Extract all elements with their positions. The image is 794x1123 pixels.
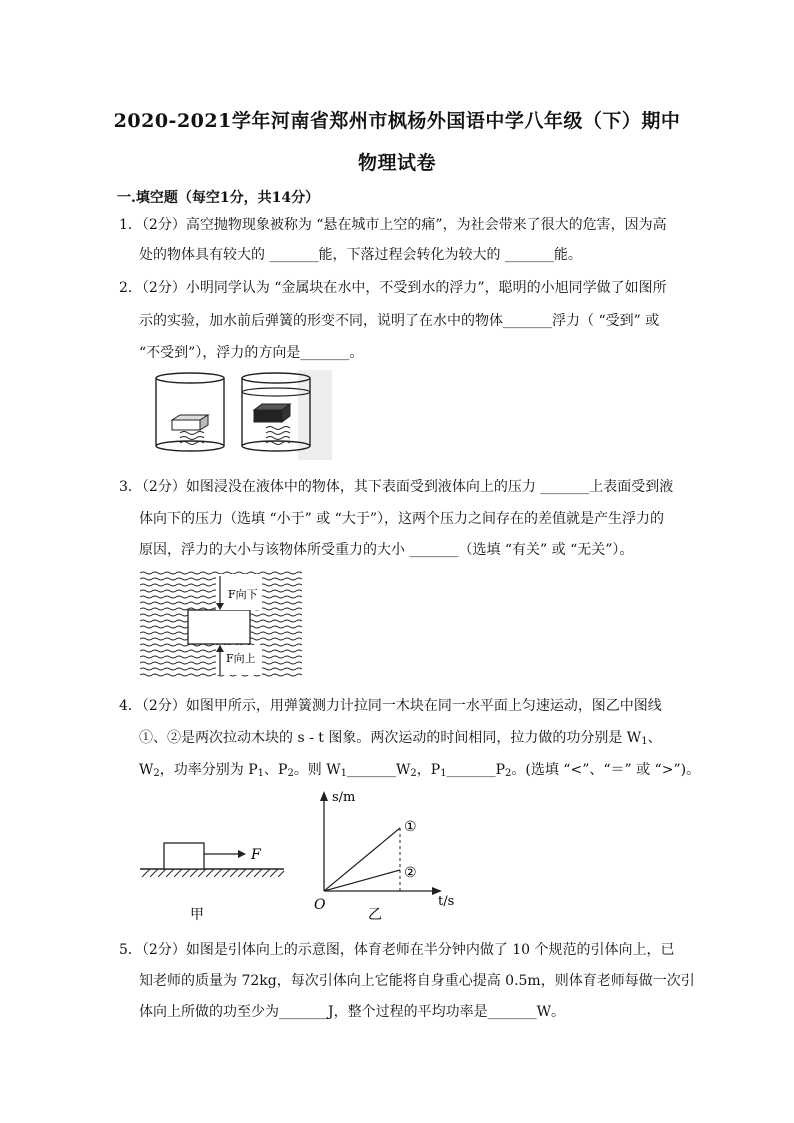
caption-jia: 甲 [190,907,204,923]
beaker-spring-figure [150,370,332,460]
series-line-2 [324,870,400,891]
q4-line1: 4．（2分）如图甲所示，用弹簧测力计拉同一木块在同一水平面上匀速运动，图乙中图线 [119,698,662,714]
immersed-object-figure [140,570,302,678]
force-up-label: F向上 [226,652,256,665]
line2-label: ② [404,865,417,881]
q2-line3: “不受到”），浮力的方向是_______。 [139,345,364,361]
q3-line1: 3．（2分）如图浸没在液体中的物体，其下表面受到液体向上的压力 _______上表面受到液 [119,479,674,495]
q5-line2: 知老师的质量为 72kg，每次引体向上它能将自身重心提高 0.5m，则体育老师每做一次引 [139,973,695,989]
q1-line1: 1．（2分）高空抛物现象被称为 “悬在城市上空的痛”，为社会带来了很大的危害，因为高 [119,217,667,233]
q3-line2: 体向下的压力（选填 “小于” 或 “大于”），这两个压力之间存在的差值就是产生浮力的 [139,511,664,527]
q5-line3: 体向上所做的功至少为_______J，整个过程的平均功率是_______W。 [139,1004,566,1020]
line1-label: ① [404,819,417,835]
y-axis-label: s/m [332,790,356,805]
q1-line2: 处的物体具有较大的 _______能，下落过程会转化为较大的 _______能。 [139,247,582,263]
q4-line3: $W_2$，功率分别为 $P_1$、$P_2$。则 $W_1\_\_\_\_\_\_\_W_2$，$P_1\_\_\_\_\_\_\_P_2$。(选填 “<”、“＝” 或 “>”)。 [139,762,701,779]
exam-title-line2: 物理试卷 [357,152,436,174]
q4-line2: ①、②是两次拉动木块的 s - t 图象。两次运动的时间相同，拉力做的功分别是 $W_1$、 [139,730,662,747]
series-line-1 [324,828,400,891]
figure-jia [138,835,288,925]
figure-yi-st-graph [310,787,470,927]
q2-line1: 2．（2分）小明同学认为 “金属块在水中，不受到水的浮力”，聪明的小旭同学做了如图所 [119,280,667,296]
force-f-label: F [251,847,261,863]
q2-line2: 示的实验，加水前后弹簧的形变不同，说明了在水中的物体_______浮力（ “受到” 或 [139,313,660,329]
section-heading: 一.填空题（每空1分，共14分） [117,190,320,206]
q5-line1: 5．（2分）如图是引体向上的示意图，体育老师在半分钟内做了 10 个规范的引体向上，已 [119,942,675,958]
q3-line3: 原因，浮力的大小与该物体所受重力的大小 _______（选填 “有关” 或 “无关”）。 [139,542,634,558]
origin-label: O [314,897,326,913]
force-down-label: F向下 [228,588,258,601]
caption-yi: 乙 [368,907,382,923]
exam-title-line1: 2020-2021学年河南省郑州市枫杨外国语中学八年级（下）期中 [113,110,681,132]
x-axis-label: t/s [438,894,455,909]
beaker-empty [156,373,224,451]
